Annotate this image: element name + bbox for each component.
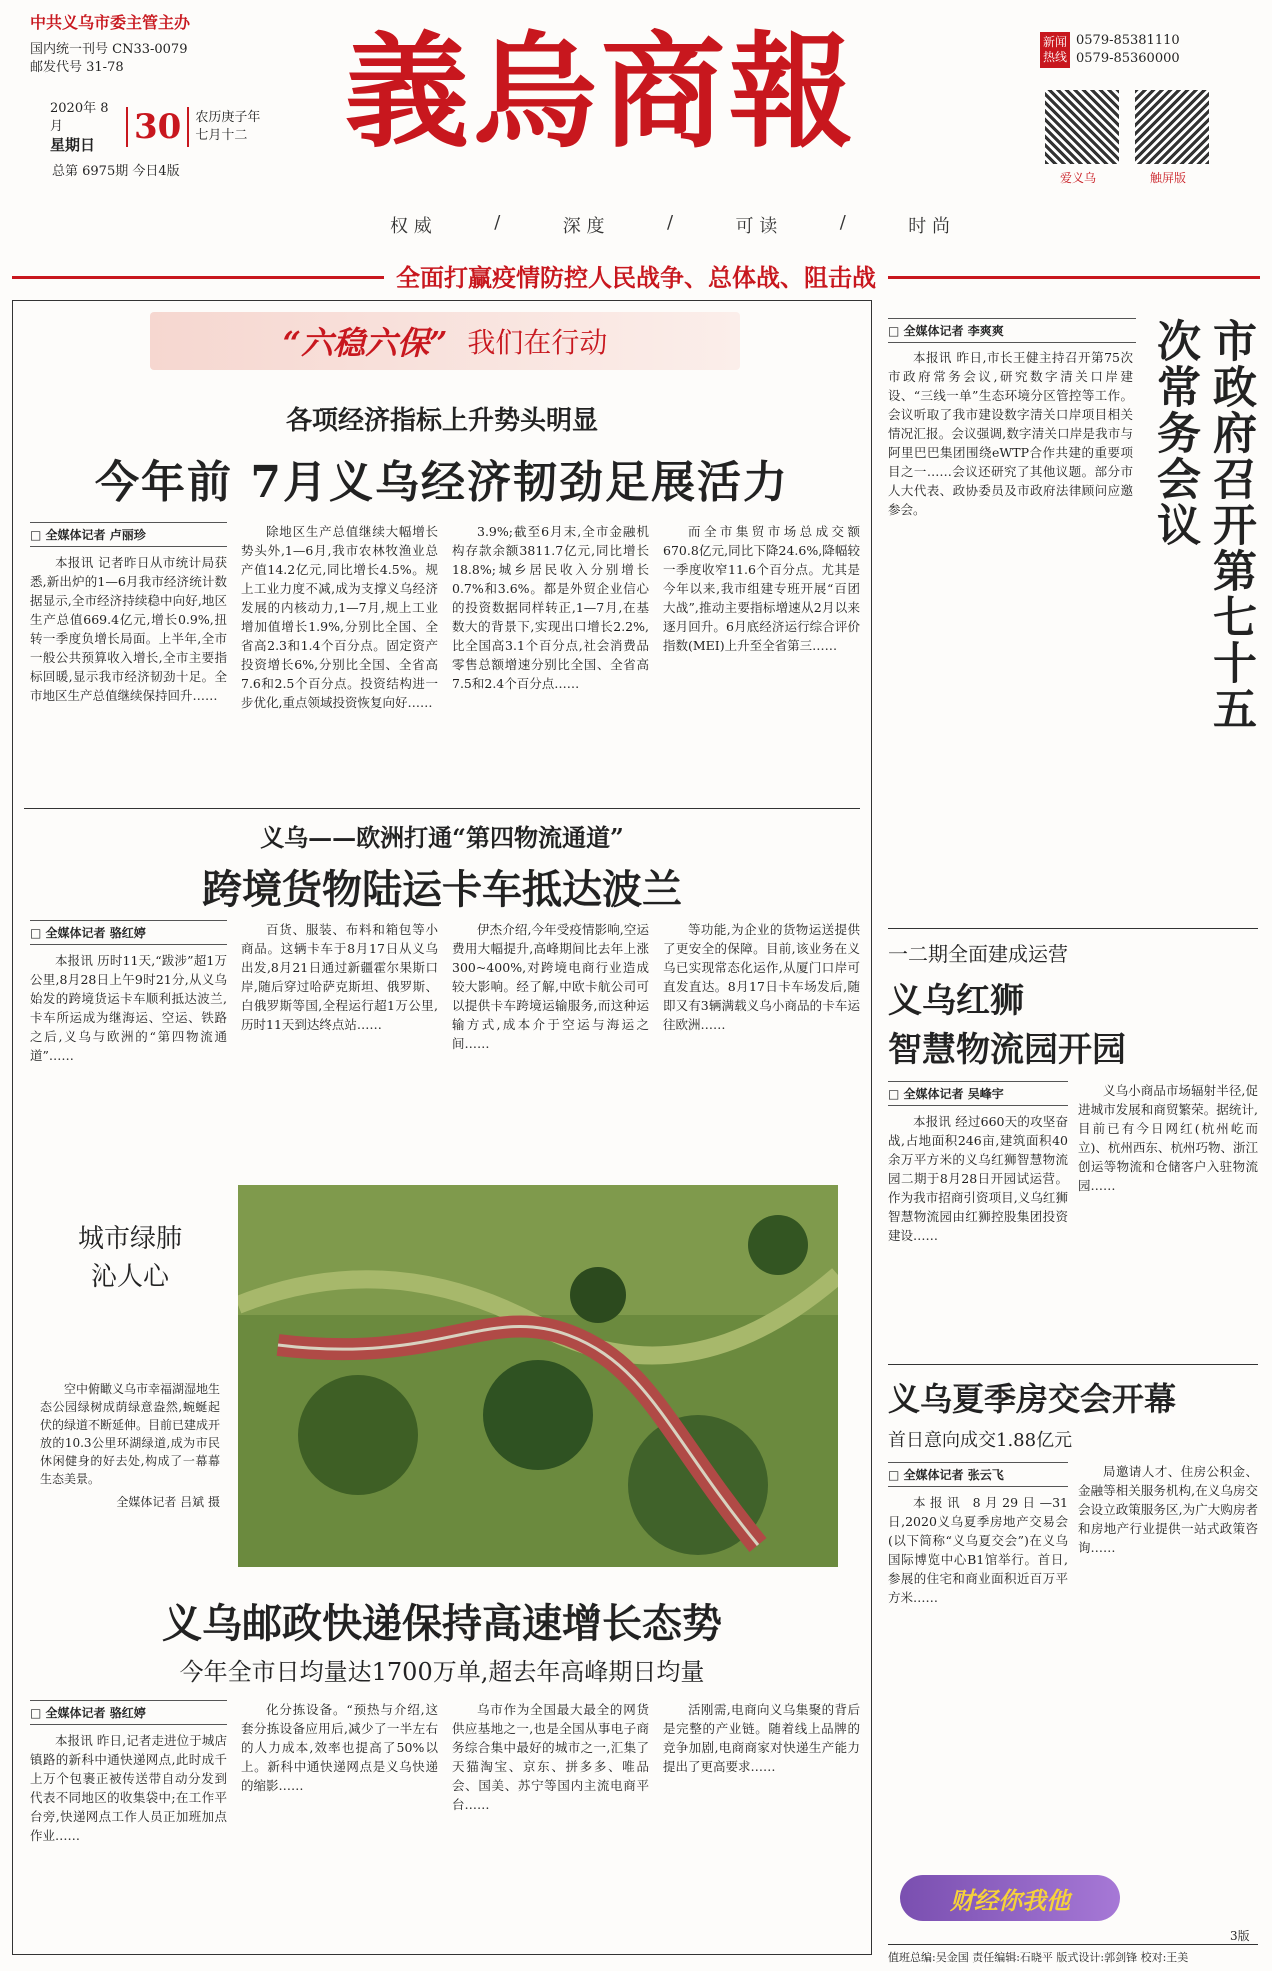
story3-body bbox=[30, 1700, 860, 1845]
right2-kicker: 一二期全面建成运营 bbox=[888, 942, 1068, 966]
photo-caption bbox=[40, 1380, 220, 1510]
story3-col2: 化分拣设备。“预热与介绍,这套分拣设备应用后,减少了一半左右的人力成本,效率也提高了50%以上。新科中通快递网点是义乌快递的缩影…… bbox=[241, 1702, 438, 1793]
masthead-left bbox=[30, 10, 270, 77]
photo-title bbox=[40, 1220, 220, 1296]
story1-subtitle: 各项经济指标上升势头明显 bbox=[285, 406, 598, 436]
lunar-date: 七月十二 bbox=[195, 128, 248, 143]
phone-number: 0579-85381110 bbox=[1076, 33, 1180, 48]
issn: 国内统一刊号 CN33-0079 bbox=[30, 42, 188, 57]
divider bbox=[888, 1364, 1258, 1365]
newspaper-title: 義烏商報 bbox=[345, 20, 858, 165]
finance-badge bbox=[900, 1875, 1120, 1921]
issue-number: 总第 6975期 今日4版 bbox=[52, 164, 180, 179]
day-number: 30 bbox=[126, 107, 189, 147]
year-month: 2020年 8月 bbox=[50, 101, 109, 134]
story3-byline: □ 全媒体记者 骆红婷 bbox=[30, 1700, 227, 1725]
right1-body: 本报讯 昨日,市长王健主持召开第75次市政府常务会议,研究数字清关口岸建设、“三线一单”生态环境分区管控等工作。会议听取了我市建设数字清关口岸项目相关情况汇报。会议强调,数字清关口岸是我市与阿里巴巴集团围绕eWTP合作共建的重要项目之一……会议还研究了其他议题。部分市人大代表、政协委员及市政府法律顾问应邀参会。 bbox=[888, 350, 1133, 517]
right2-col2: 义乌小商品市场辐射半径,促进城市发展和商贸繁荣。据统计,目前已有今日网红(杭州屹而立)、杭州西东、杭州巧物、浙江创运等物流和仓储客户入驻物流园…… bbox=[1078, 1083, 1258, 1193]
finance-badge-text: 财经你我他 bbox=[950, 1885, 1070, 1915]
story3-col3: 乌市作为全国最大最全的网货供应基地之一,也是全国从事电子商务综合集中最好的城市之一,汇集了天猫淘宝、京东、拼多多、唯品会、国美、苏宁等国内主流电商平台…… bbox=[452, 1702, 649, 1812]
photo-caption-text: 空中俯瞰义乌市幸福湖湿地生态公园绿树成荫绿意盎然,蜿蜒起伏的绿道不断延伸。目前已建成开放的10.3公里环湖绿道,成为市民休闲健身的好去处,构成了一幕幕生态美景。 bbox=[40, 1382, 221, 1486]
story1-byline: □ 全媒体记者 卢丽珍 bbox=[30, 522, 227, 547]
right2-title1: 义乌红狮 bbox=[888, 981, 1024, 1021]
divider bbox=[888, 928, 1258, 929]
top-banner: 全面打赢疫情防控人民战争、总体战、阻击战 bbox=[0, 258, 1272, 293]
story2-title: 跨境货物陆运卡车抵达波兰 bbox=[202, 866, 682, 913]
right1-byline: □ 全媒体记者 李爽爽 bbox=[888, 318, 1136, 343]
right2-byline: □ 全媒体记者 吴峰宇 bbox=[888, 1081, 1068, 1106]
story1-col3: 3.9%;截至6月末,全市金融机构存款余额3811.7亿元,同比增长18.8%;城乡居民收入分别增长0.7%和3.6%。都是外贸企业信心的投资数据同样转正,1—7月,在基数大的背景下,实现出口增长2.2%,比全国高3.1个百分点,社会消费品零售总额增速分别比全国、全省高7.5和2.4个百分点…… bbox=[452, 524, 649, 691]
date-block bbox=[50, 102, 300, 152]
right-story2 bbox=[888, 938, 1258, 1245]
qr-code bbox=[1135, 90, 1209, 164]
story1-body bbox=[30, 522, 860, 712]
story2-byline: □ 全媒体记者 骆红婷 bbox=[30, 920, 227, 945]
story3-subtitle: 今年全市日均量达1700万单,超去年高峰期日均量 bbox=[179, 1658, 705, 1686]
qr-code bbox=[1045, 90, 1119, 164]
slogan-word: 可 读 bbox=[735, 216, 778, 237]
story1-title: 今年前 7月义乌经济韧劲足展活力 bbox=[95, 457, 789, 508]
story1-col4: 而全市集贸市场总成交额670.8亿元,同比下降24.6%,降幅较一季度收窄11.6个百分点。尤其是今年以来,我市组建专班开展“百团大战”,推动主要指标增速从2月以来逐月回升。6月底经济运行综合评价指数(MEI)上升至全省第三…… bbox=[663, 524, 860, 653]
kicker-quote: “六稳六保” bbox=[282, 324, 448, 362]
phone-number: 0579-85360000 bbox=[1076, 51, 1180, 66]
footer-rule bbox=[888, 1944, 1258, 1945]
hotline-label: 新闻热线 bbox=[1040, 32, 1070, 68]
story2-col4: 等功能,为企业的货物运送提供了更安全的保障。目前,该业务在义乌已实现常态化运作,从厦门口岸可直发直达。8月17日卡车场发后,随即又有3辆满载义乌小商品的卡车运往欧洲…… bbox=[663, 922, 860, 1032]
divider bbox=[24, 808, 860, 809]
kicker-tail: 我们在行动 bbox=[467, 326, 608, 359]
photo-credit: 全媒体记者 吕斌 摄 bbox=[116, 1495, 220, 1509]
slogan: 权 威 / 深 度 / 可 读 / 时 尚 bbox=[390, 212, 950, 237]
slogan-word: 权 威 bbox=[390, 216, 432, 237]
right2-title2: 智慧物流园开园 bbox=[888, 1030, 1126, 1070]
hotline bbox=[1040, 32, 1180, 68]
right3-subtitle: 首日意向成交1.88亿元 bbox=[888, 1430, 1073, 1451]
wetland-aerial-photo-graphic bbox=[238, 1185, 838, 1567]
lunar-year: 农历庚子年 bbox=[195, 110, 261, 125]
postal-code: 邮发代号 31-78 bbox=[30, 60, 124, 75]
wetland-aerial-photo bbox=[238, 1185, 838, 1567]
qr-label: 爱义乌 bbox=[1060, 171, 1097, 185]
footer-credits: 值班总编:吴金国 责任编辑:石晓平 版式设计:郭剑锋 校对:王美 bbox=[888, 1951, 1189, 1964]
story2-body bbox=[30, 920, 860, 1065]
slogan-word: 时 尚 bbox=[908, 216, 950, 237]
right1-title: 市政府召开第七十五次常务会议 bbox=[1149, 318, 1256, 732]
photo-title-line: 沁人心 bbox=[90, 1262, 169, 1292]
qr-label: 触屏版 bbox=[1150, 171, 1187, 185]
story1-col1: 本报讯 记者昨日从市统计局获悉,新出炉的1—6月我市经济统计数据显示,全市经济持续稳中向好,地区生产总值669.4亿元,增长0.9%,扭转一季度负增长局面。上半年,全市一般公共预算收入增长,全市主要指标回暖,显示我市经济韧劲十足。全市地区生产总值继续保持回升…… bbox=[30, 555, 227, 703]
right-story3 bbox=[888, 1374, 1258, 1607]
six-stability-banner bbox=[150, 312, 740, 370]
right3-col2: 局邀请人才、住房公积金、金融等相关服务机构,在义乌房交会设立政策服务区,为广大购房者和房地产行业提供一站式政策咨询…… bbox=[1078, 1464, 1258, 1555]
story3-col4: 活刚需,电商向义乌集聚的背后是完整的产业链。随着线上品牌的竞争加剧,电商商家对快递生产能力提出了更高要求…… bbox=[663, 1702, 860, 1774]
slogan-word: 深 度 bbox=[562, 216, 605, 237]
weekday: 星期日 bbox=[50, 136, 96, 154]
right-story1 bbox=[888, 318, 1258, 758]
right2-col1: 本报讯 经过660天的攻坚奋战,占地面积246亩,建筑面积40余万平方米的义乌红狮智慧物流园二期于8月28日开园试运营。作为我市招商引资项目,义乌红狮智慧物流园由红狮控股集团投资建设…… bbox=[888, 1114, 1068, 1243]
org-line: 中共义乌市委主管主办 bbox=[30, 13, 191, 32]
story2-col2: 百货、服装、布料和箱包等小商品。这辆卡车于8月17日从义乌出发,8月21日通过新疆霍尔果斯口岸,随后穿过哈萨克斯坦、俄罗斯、白俄罗斯等国,全程运行超1万公里,历时11天到达终点站…… bbox=[241, 922, 438, 1032]
story1-col2: 除地区生产总值继续大幅增长势头外,1—6月,我市农林牧渔业总产值14.2亿元,同比增长4.5%。规上工业力度不减,成为支撑义乌经济发展的内核动力,1—7月,规上工业增加值增长1.9%,分别比全国、全省高2.3和1.4个百分点。固定资产投资增长6%,分别比全国、全省高7.6和2.5个百分点。投资结构进一步优化,重点领域投资恢复向好…… bbox=[241, 524, 438, 710]
photo-title-line: 城市绿肺 bbox=[77, 1224, 182, 1254]
story3-title: 义乌邮政快递保持高速增长态势 bbox=[162, 1600, 722, 1647]
page-number: 3版 bbox=[1230, 1929, 1250, 1943]
right3-col1: 本报讯 8月29日—31日,2020义乌夏季房地产交易会(以下简称“义乌夏交会”)在义乌国际博览中心B1馆举行。首日,参展的住宅和商业面积近百万平方米…… bbox=[888, 1495, 1068, 1605]
story2-kicker: 义乌——欧洲打通“第四物流通道” bbox=[260, 823, 624, 852]
story2-col1: 本报讯 历时11天,“跋涉”超1万公里,8月28日上午9时21分,从义乌始发的跨境货运卡车顺利抵达波兰,卡车所运成为继海运、空运、铁路之后,义乌与欧洲的“第四物流通道”…… bbox=[30, 953, 227, 1063]
right3-byline: □ 全媒体记者 张云飞 bbox=[888, 1462, 1068, 1487]
story3-col1: 本报讯 昨日,记者走进位于城店镇路的新科中通快递网点,此时成千上万个包裹正被传送带自动分发到代表不同地区的收集袋中;在工作平台旁,快递网点工作人员正加班加点作业…… bbox=[30, 1733, 227, 1843]
story2-col3: 伊杰介绍,今年受疫情影响,空运费用大幅提升,高峰期间比去年上涨300~400%,对跨境电商行业造成较大影响。经了解,中欧卡航公司可以提供卡车跨境运输服务,而这种运输方式,成本介于空运与海运之间…… bbox=[452, 922, 649, 1051]
right3-title: 义乌夏季房交会开幕 bbox=[888, 1380, 1177, 1418]
